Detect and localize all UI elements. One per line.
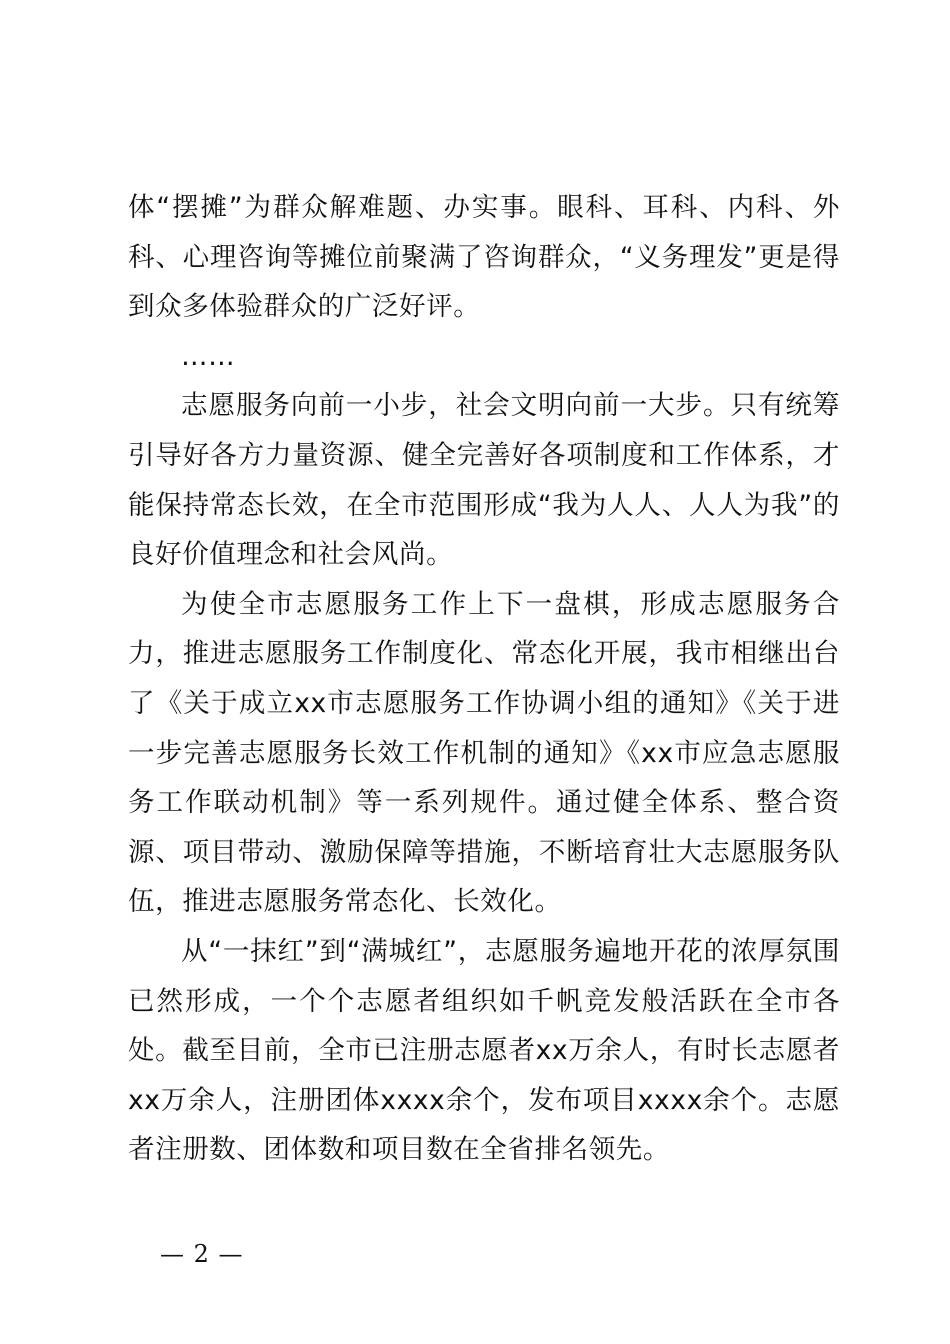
paragraph-ellipsis: …… (181, 340, 236, 372)
document-body (128, 183, 840, 1175)
page-number: — 2 — (160, 1240, 244, 1268)
paragraph-policies: 为使全市志愿服务工作上下一盘棋，形成志愿服务合力，推进志愿服务工作制度化、常态化开展，我市相继出台了《关于成立xx市志愿服务工作协调小组的通知》《关于进一步完善志愿服务长效工作机制的通知》《xx市应急志愿服务工作联动机制》等一系列规件。通过健全体系、整合资源、项目带动、激励保障等措施，不断培育壮大志愿服务队伍，推进志愿服务常态化、长效化。 (128, 588, 840, 918)
paragraph-civilization: 志愿服务向前一小步，社会文明向前一大步。只有统筹引导好各方力量资源、健全完善好各项制度和工作体系，才能保持常态长效，在全市范围形成“我为人人、人人为我”的良好价值理念和社会风尚。 (128, 390, 840, 571)
paragraph-continuation: 体“摆摊”为群众解难题、办实事。眼科、耳科、内科、外科、心理咨询等摊位前聚满了咨询群众，“义务理发”更是得到众多体验群众的广泛好评。 (128, 192, 840, 323)
paragraph-statistics: 从“一抹红”到“满城红”，志愿服务遍地开花的浓厚氛围已然形成，一个个志愿者组织如千帆竞发般活跃在全市各处。截至目前，全市已注册志愿者xx万余人，有时长志愿者xx万余人，注册团体xxxx余个，发布项目xxxx余个。志愿者注册数、团体数和项目数在全省排名领先。 (128, 935, 840, 1166)
